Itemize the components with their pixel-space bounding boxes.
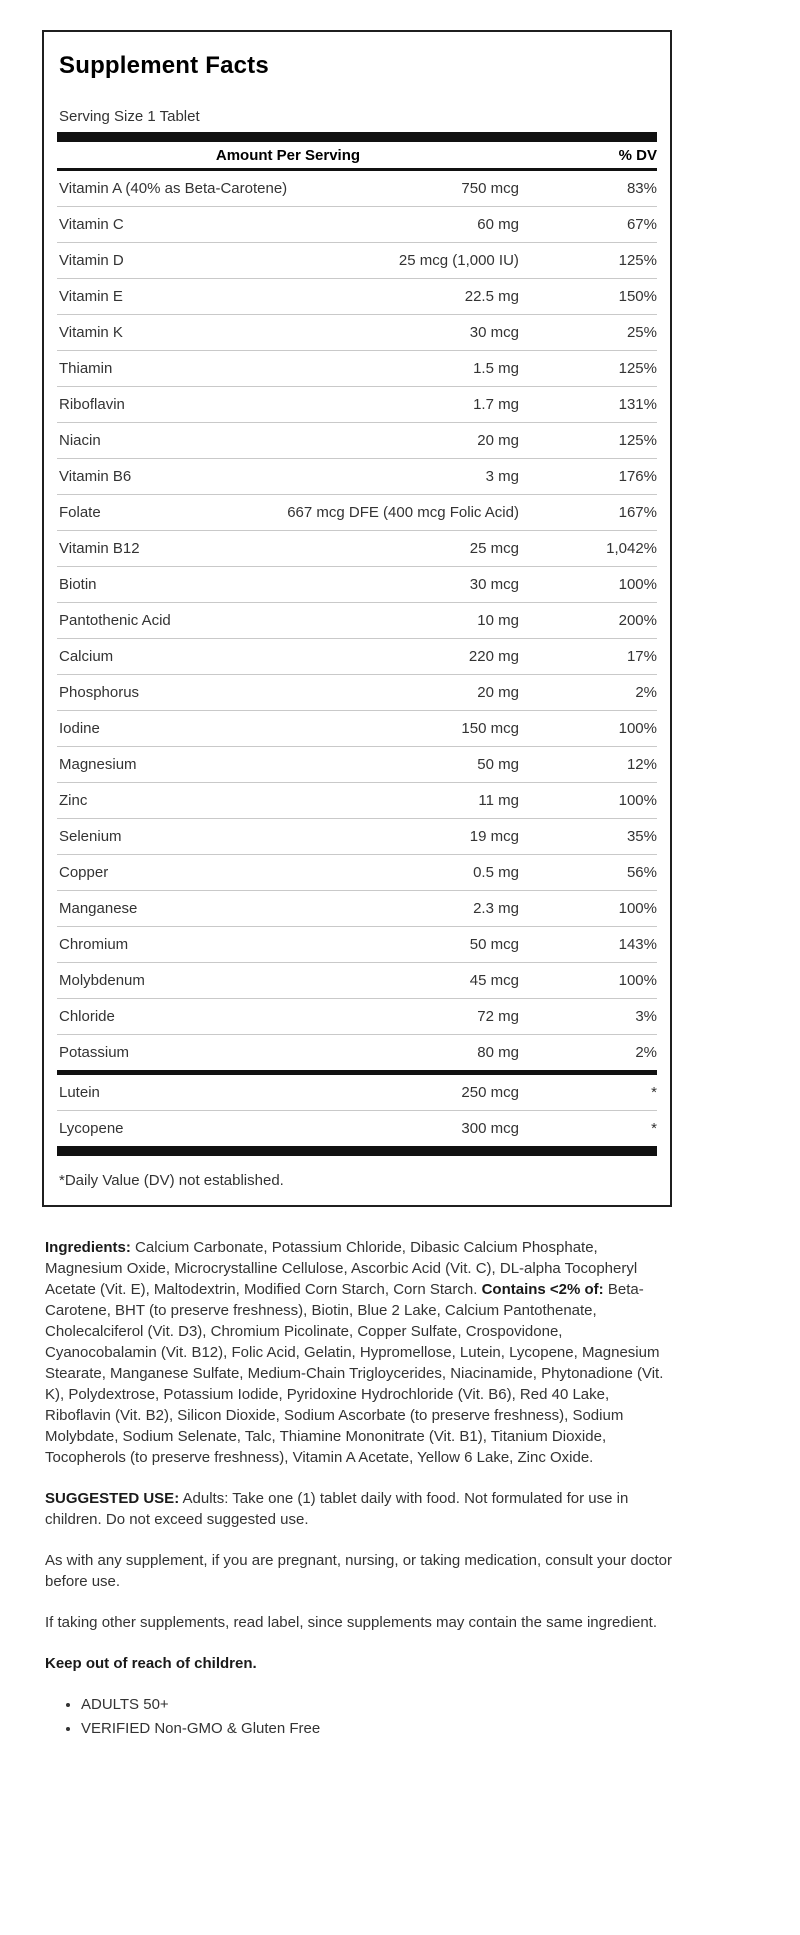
table-row — [57, 567, 657, 603]
nutrient-name: Selenium — [57, 819, 287, 855]
nutrient-dv: * — [519, 1073, 657, 1111]
nutrient-name: Iodine — [57, 711, 287, 747]
table-row — [57, 927, 657, 963]
nutrient-dv: 143% — [519, 927, 657, 963]
other-ingredient-rows — [57, 1073, 657, 1152]
ingredients-text-1: Calcium Carbonate, Potassium Chloride, Dibasic Calcium Phosphate, Magnesium Oxide, Microcrystalline Cellulose, Ascorbic Acid (Vit. C), DL-alpha Tocopheryl Acetate (Vit. E), Maltodextrin, Modified Corn Starch, Corn Starch. — [45, 1239, 638, 1298]
nutrient-name: Riboflavin — [57, 387, 287, 423]
nutrient-name: Zinc — [57, 783, 287, 819]
nutrient-dv: 3% — [519, 999, 657, 1035]
table-row — [57, 1073, 657, 1111]
suggested-use-text: Adults: Take one (1) tablet daily with food. Not formulated for use in children. Do not exceed suggested use. — [45, 1490, 629, 1528]
nutrient-name: Vitamin K — [57, 315, 287, 351]
nutrient-amount: 60 mg — [287, 207, 519, 243]
nutrient-name: Chloride — [57, 999, 287, 1035]
table-row — [57, 855, 657, 891]
nutrient-name: Pantothenic Acid — [57, 603, 287, 639]
nutrient-dv: 100% — [519, 783, 657, 819]
nutrient-dv: 125% — [519, 243, 657, 279]
nutrient-amount: 30 mcg — [287, 567, 519, 603]
label-details — [45, 1237, 673, 1739]
table-row — [57, 1111, 657, 1152]
table-row — [57, 783, 657, 819]
nutrient-name: Biotin — [57, 567, 287, 603]
nutrient-dv: 131% — [519, 387, 657, 423]
nutrient-amount: 80 mg — [287, 1035, 519, 1073]
table-row — [57, 999, 657, 1035]
nutrient-amount: 20 mg — [287, 423, 519, 459]
nutrient-name: Vitamin B12 — [57, 531, 287, 567]
header-row — [57, 137, 657, 170]
column-header-amount-per-serving: Amount Per Serving — [57, 137, 519, 170]
nutrient-dv: 176% — [519, 459, 657, 495]
serving-size: Serving Size 1 Tablet — [59, 108, 200, 125]
nutrient-dv: 2% — [519, 675, 657, 711]
column-header-percent-dv: % DV — [519, 137, 657, 170]
feature-list — [45, 1694, 673, 1739]
nutrient-dv: 12% — [519, 747, 657, 783]
nutrient-dv: 125% — [519, 423, 657, 459]
nutrient-dv: 100% — [519, 711, 657, 747]
table-row — [57, 351, 657, 387]
list-item: • ADULTS 50+ — [81, 1694, 673, 1715]
nutrient-dv: 56% — [519, 855, 657, 891]
children-warning: Keep out of reach of children. — [45, 1655, 257, 1672]
table-row — [57, 711, 657, 747]
nutrient-amount: 3 mg — [287, 459, 519, 495]
nutrient-amount: 0.5 mg — [287, 855, 519, 891]
table-row — [57, 243, 657, 279]
table-row — [57, 387, 657, 423]
ingredients-label: Ingredients: — [45, 1239, 131, 1256]
nutrient-amount: 300 mcg — [287, 1111, 519, 1152]
nutrient-table-header — [57, 137, 657, 170]
nutrient-amount: 750 mcg — [287, 170, 519, 207]
nutrient-amount: 1.5 mg — [287, 351, 519, 387]
nutrient-name: Lutein — [57, 1073, 287, 1111]
nutrient-amount: 50 mcg — [287, 927, 519, 963]
nutrient-name: Niacin — [57, 423, 287, 459]
dv-footnote: *Daily Value (DV) not established. — [59, 1172, 284, 1189]
nutrient-dv: 167% — [519, 495, 657, 531]
nutrient-dv: 17% — [519, 639, 657, 675]
nutrient-amount: 1.7 mg — [287, 387, 519, 423]
table-row — [57, 1035, 657, 1073]
nutrient-amount: 50 mg — [287, 747, 519, 783]
nutrient-dv: 200% — [519, 603, 657, 639]
table-row — [57, 423, 657, 459]
nutrient-table — [57, 132, 657, 1156]
table-row — [57, 747, 657, 783]
nutrient-name: Manganese — [57, 891, 287, 927]
nutrient-name: Vitamin A (40% as Beta-Carotene) — [57, 170, 287, 207]
table-row — [57, 531, 657, 567]
nutrient-dv: * — [519, 1111, 657, 1152]
suggested-use-label: SUGGESTED USE: — [45, 1490, 180, 1507]
ingredients-paragraph — [45, 1237, 673, 1468]
table-row — [57, 315, 657, 351]
nutrient-amount: 25 mcg (1,000 IU) — [287, 243, 519, 279]
table-row — [57, 963, 657, 999]
nutrient-dv: 2% — [519, 1035, 657, 1073]
table-row — [57, 495, 657, 531]
nutrient-dv: 100% — [519, 891, 657, 927]
nutrient-name: Folate — [57, 495, 287, 531]
nutrient-amount: 22.5 mg — [287, 279, 519, 315]
nutrient-dv: 125% — [519, 351, 657, 387]
nutrient-name: Potassium — [57, 1035, 287, 1073]
nutrient-amount: 250 mcg — [287, 1073, 519, 1111]
list-item: • VERIFIED Non-GMO & Gluten Free — [81, 1718, 673, 1739]
nutrient-name: Chromium — [57, 927, 287, 963]
nutrient-amount: 2.3 mg — [287, 891, 519, 927]
nutrient-name: Vitamin E — [57, 279, 287, 315]
nutrient-amount: 220 mg — [287, 639, 519, 675]
nutrient-name: Molybdenum — [57, 963, 287, 999]
nutrient-rows — [57, 170, 657, 1073]
nutrient-dv: 1,042% — [519, 531, 657, 567]
nutrient-dv: 100% — [519, 963, 657, 999]
nutrient-dv: 150% — [519, 279, 657, 315]
table-row — [57, 603, 657, 639]
nutrient-name: Lycopene — [57, 1111, 287, 1152]
nutrient-dv: 83% — [519, 170, 657, 207]
table-row — [57, 675, 657, 711]
nutrient-name: Phosphorus — [57, 675, 287, 711]
nutrient-amount: 45 mcg — [287, 963, 519, 999]
nutrient-name: Vitamin D — [57, 243, 287, 279]
panel-title: Supplement Facts — [59, 52, 269, 79]
nutrient-amount: 30 mcg — [287, 315, 519, 351]
nutrient-amount: 150 mcg — [287, 711, 519, 747]
table-row — [57, 819, 657, 855]
nutrient-amount: 25 mcg — [287, 531, 519, 567]
nutrient-dv: 25% — [519, 315, 657, 351]
contains-label: Contains <2% of: — [481, 1281, 604, 1298]
nutrient-amount: 10 mg — [287, 603, 519, 639]
nutrient-name: Calcium — [57, 639, 287, 675]
nutrient-amount: 20 mg — [287, 675, 519, 711]
nutrient-dv: 35% — [519, 819, 657, 855]
suggested-use-paragraph — [45, 1488, 673, 1530]
table-row — [57, 639, 657, 675]
nutrient-amount: 19 mcg — [287, 819, 519, 855]
nutrient-dv: 67% — [519, 207, 657, 243]
other-supplements-caution-paragraph: If taking other supplements, read label, since supplements may contain the same ingredient. — [45, 1614, 658, 1631]
table-row — [57, 459, 657, 495]
nutrient-name: Vitamin B6 — [57, 459, 287, 495]
nutrient-name: Magnesium — [57, 747, 287, 783]
ingredients-text-2: Beta-Carotene, BHT (to preserve freshness), Biotin, Blue 2 Lake, Calcium Pantothenate, Cholecalciferol (Vit. D3), Chromium Picolinate, Copper Sulfate, Crospovidone, Cyanocobalamin (Vit. B12), Folic Acid, Gelatin, Hypromellose, Lutein, Lycopene, Magnesium Stearate, Manganese Sulfate, Medium-Chain Trigloycerides, Niacinamide, Phytonadione (Vit. K), Polydextrose, Potassium Iodide, Pyridoxine Hydrochloride (Vit. B6), Red 40 Lake, Riboflavin (Vit. B2), Silicon Dioxide, Sodium Ascorbate (to preserve freshness), Sodium Molybdate, Sodium Selenate, Talc, Thiamine Mononitrate (Vit. B1), Titanium Dioxide, Tocopherols (to preserve freshness), Vitamin A Acetate, Yellow 6 Lake, Zinc Oxide. — [45, 1281, 664, 1466]
nutrient-name: Thiamin — [57, 351, 287, 387]
pregnancy-caution-paragraph: As with any supplement, if you are pregnant, nursing, or taking medication, consult your doctor before use. — [45, 1552, 673, 1590]
table-row — [57, 170, 657, 207]
table-row — [57, 279, 657, 315]
table-row — [57, 207, 657, 243]
nutrient-dv: 100% — [519, 567, 657, 603]
table-row — [57, 891, 657, 927]
supplement-facts-panel — [42, 30, 672, 1207]
nutrient-amount: 667 mcg DFE (400 mcg Folic Acid) — [287, 495, 519, 531]
nutrient-name: Vitamin C — [57, 207, 287, 243]
nutrient-amount: 72 mg — [287, 999, 519, 1035]
nutrient-name: Copper — [57, 855, 287, 891]
nutrient-amount: 11 mg — [287, 783, 519, 819]
